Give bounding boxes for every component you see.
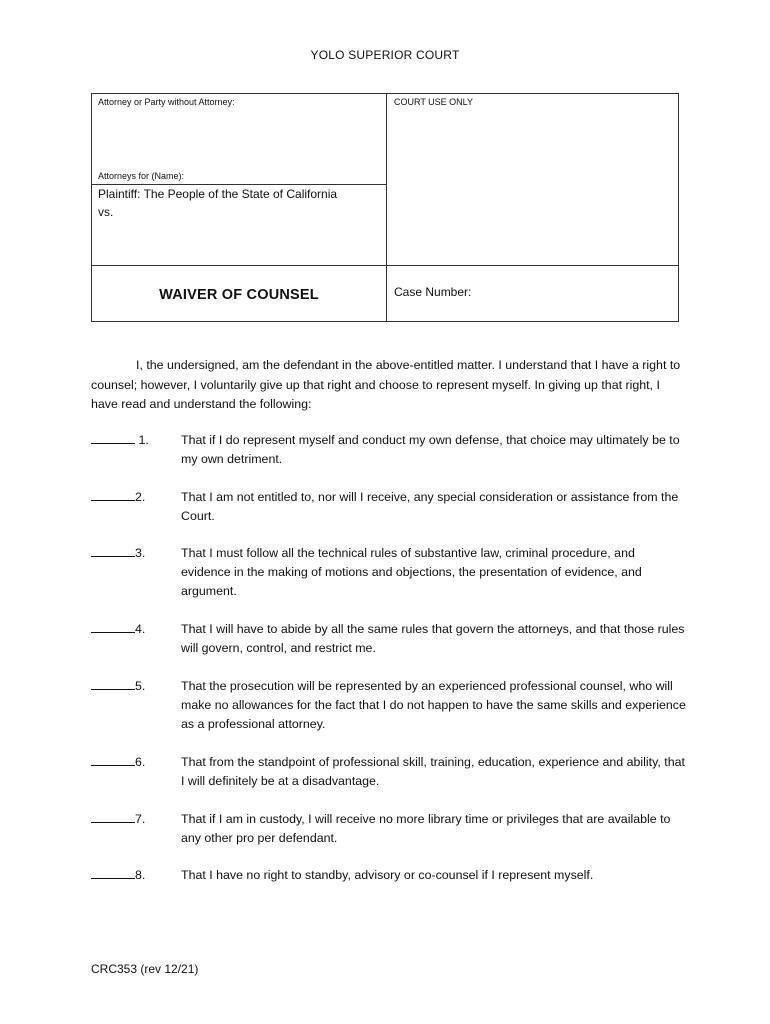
- party-block: [98, 185, 337, 221]
- initial-blank[interactable]: [91, 544, 135, 557]
- item-text: That I have no right to standby, advisory or co-counsel if I represent myself.: [181, 868, 594, 882]
- initial-blank[interactable]: [91, 431, 135, 444]
- initial-blank[interactable]: [91, 488, 135, 501]
- item-number: 4.: [135, 622, 146, 636]
- item-text: That from the standpoint of professional skill, training, education, experience and ability, that I will definitely be at a disadvantage.: [181, 755, 685, 788]
- plaintiff-line: Plaintiff: The People of the State of California: [98, 187, 338, 201]
- item-number: 6.: [135, 755, 146, 769]
- court-use-label: COURT USE ONLY: [394, 97, 474, 107]
- item-text: That I must follow all the technical rules of substantive law, criminal procedure, and evidence in the making of motions and objections, the presentation of evidence, and argument.: [181, 546, 642, 598]
- caption-box: [91, 93, 679, 322]
- form-revision: CRC353 (rev 12/21): [91, 962, 199, 976]
- item-text: That I will have to abide by all the same rules that govern the attorneys, and that those rules will govern, control, and restrict me.: [181, 622, 685, 655]
- initial-blank[interactable]: [91, 866, 135, 879]
- item-text: That the prosecution will be represented by an experienced professional counsel, who will make no allowances for the fact that I do not happen to have the same skills and experience as a professional attorney.: [181, 679, 686, 731]
- item-number: 2.: [135, 490, 146, 504]
- item-text: That if I am in custody, I will receive no more library time or privileges that are available to any other pro per defendant.: [181, 812, 671, 845]
- item-number: 8.: [135, 868, 146, 882]
- initial-blank[interactable]: [91, 677, 135, 690]
- caption-divider-middle: [92, 265, 678, 266]
- case-number-label: Case Number:: [394, 285, 472, 299]
- initial-blank[interactable]: [91, 810, 135, 823]
- intro-paragraph: I, the undersigned, am the defendant in the above-entitled matter. I understand that I have a right to counsel; however, I voluntarily give up that right and choose to represent myself. In giving up that right, I have read and understand the following:: [91, 358, 681, 411]
- item-text: That I am not entitled to, nor will I receive, any special consideration or assistance from the Court.: [181, 490, 679, 523]
- court-title: YOLO SUPERIOR COURT: [310, 48, 460, 62]
- vs-line: vs.: [98, 205, 114, 219]
- form-title: WAIVER OF COUNSEL: [159, 287, 319, 303]
- caption-divider-vertical: [386, 94, 387, 321]
- item-number: 5.: [135, 679, 146, 693]
- item-number: 3.: [135, 546, 146, 560]
- item-number: 7.: [135, 812, 146, 826]
- item-text: That if I do represent myself and conduct my own defense, that choice may ultimately be to my own detriment.: [181, 433, 680, 466]
- initial-blank[interactable]: [91, 620, 135, 633]
- attorneys-for-label: Attorneys for (Name):: [98, 171, 185, 181]
- attorney-label: Attorney or Party without Attorney:: [98, 97, 235, 107]
- initial-blank[interactable]: [91, 753, 135, 766]
- item-number: 1.: [138, 433, 149, 447]
